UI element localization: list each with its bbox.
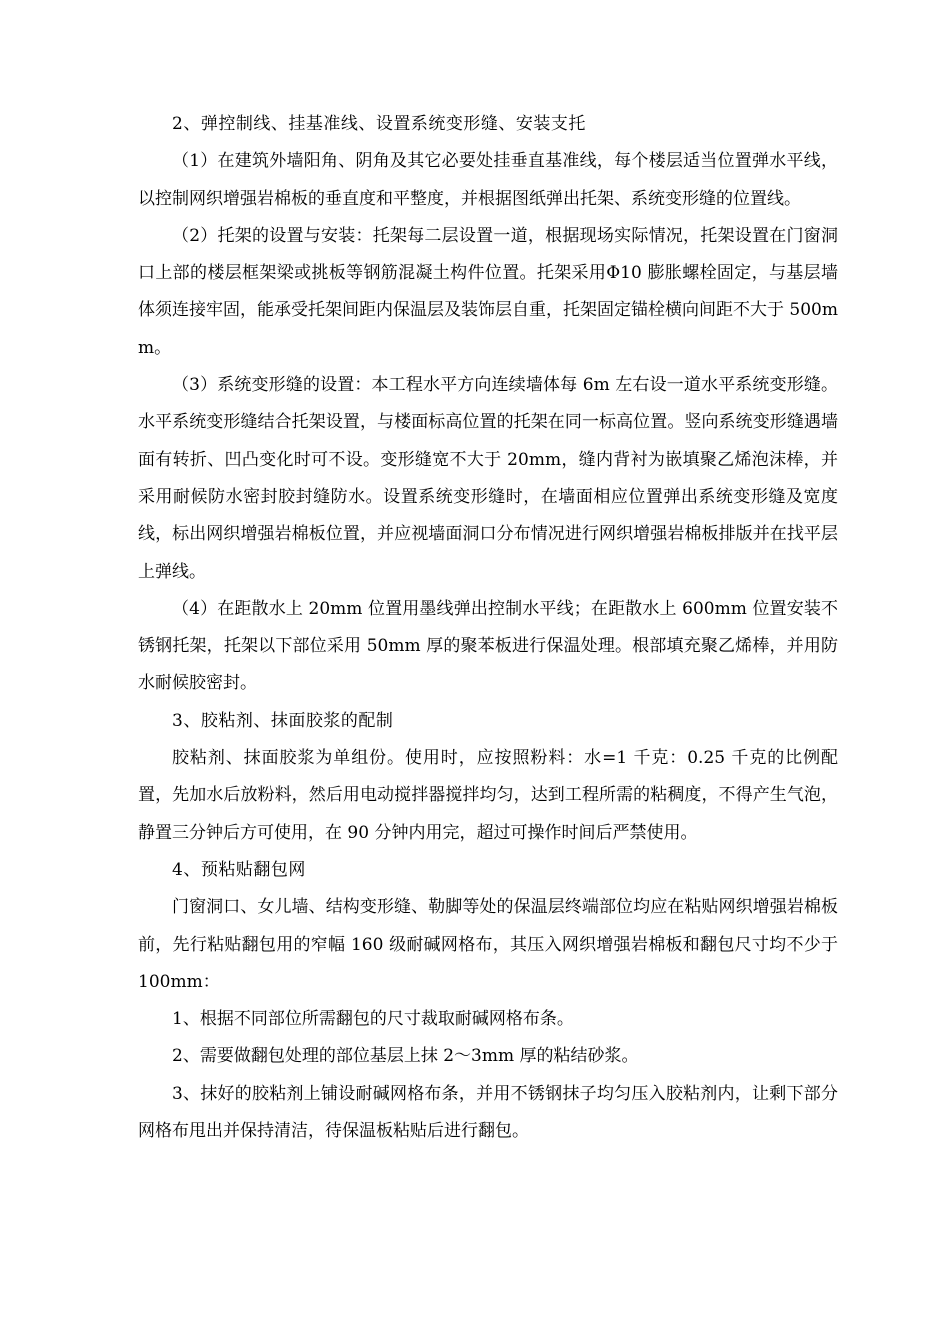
list-item-1: 1、根据不同部位所需翻包的尺寸裁取耐碱网格布条。: [172, 1009, 574, 1030]
paragraph-item-1: （1）在建筑外墙阳角、阴角及其它必要处挂垂直基准线，每个楼层适当位置弹水平线，以控制网织增强岩棉板的垂直度和平整度，并根据图纸弹出托架、系统变形缝的位置线。: [138, 151, 838, 209]
paragraph-item-2: （2）托架的设置与安装：托架每二层设置一道，根据现场实际情况，托架设置在门窗洞口上部的楼层框架梁或挑板等钢筋混凝土构件位置。托架采用Φ10 膨胀螺栓固定，与基层墙体须连接牢固，能承受托架间距内保温层及装饰层自重，托架固定锚栓横向间距不大于 500mm。: [138, 225, 838, 358]
paragraph-item-3: （3）系统变形缝的设置：本工程水平方向连续墙体每 6m 左右设一道水平系统变形缝。水平系统变形缝结合托架设置，与楼面标高位置的托架在同一标高位置。竖向系统变形缝遇墙面有转折、凹凸变化时可不设。变形缝宽不大于 20mm，缝内背衬为嵌填聚乙烯泡沫棒，并采用耐候防水密封胶封缝防水。设置系统变形缝时，在墙面相应位置弹出系统变形缝及宽度线，标出网织增强岩棉板位置，并应视墙面洞口分布情况进行网织增强岩棉板排版并在找平层上弹线。: [138, 375, 838, 582]
document-body: [138, 106, 838, 1150]
paragraph-wrap-mesh: 门窗洞口、女儿墙、结构变形缝、勒脚等处的保温层终端部位均应在粘贴网织增强岩棉板前，先行粘贴翻包用的窄幅 160 级耐碱网格布，其压入网织增强岩棉板和翻包尺寸均不少于 100mm：: [138, 897, 838, 992]
section-heading-2: 2、弹控制线、挂基准线、设置系统变形缝、安装支托: [172, 114, 586, 134]
paragraph-item-4: （4）在距散水上 20mm 位置用墨线弹出控制水平线；在距散水上 600mm 位置安装不锈钢托架，托架以下部位采用 50mm 厚的聚苯板进行保温处理。根部填充聚乙烯棒，并用防水耐候胶密封。: [138, 598, 838, 694]
list-item-3: 3、抹好的胶粘剂上铺设耐碱网格布条，并用不锈钢抹子均匀压入胶粘剂内，让剩下部分网格布甩出并保持清洁，待保温板粘贴后进行翻包。: [138, 1083, 838, 1142]
section-heading-3: 3、胶粘剂、抹面胶浆的配制: [172, 710, 394, 731]
paragraph-adhesive: 胶粘剂、抹面胶浆为单组份。使用时，应按照粉料：水=1 千克：0.25 千克的比例配置，先加水后放粉料，然后用电动搅拌器搅拌均匀，达到工程所需的粘稠度，不得产生气泡，静置三分钟后方可使用，在 90 分钟内用完，超过可操作时间后严禁使用。: [138, 748, 838, 843]
list-item-2: 2、需要做翻包处理的部位基层上抹 2～3mm 厚的粘结砂浆。: [172, 1046, 639, 1067]
section-heading-4: 4、预粘贴翻包网: [172, 859, 306, 880]
